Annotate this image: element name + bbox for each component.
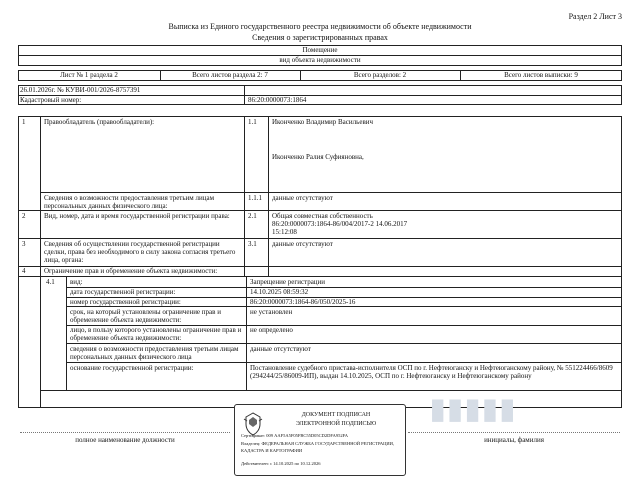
row1-number: 1 — [22, 118, 26, 126]
owner-1: Иконченко Владимир Васильевич — [272, 118, 374, 126]
row2-sub-number: 2.1 — [248, 212, 257, 220]
row1b-sub-number: 1.1.1 — [248, 194, 262, 202]
row3-label: Сведения об осуществлении государственной регистрации сделки, права без необходимого в силу закона согласия третьего лица, органа: — [44, 240, 236, 264]
row2-number: 2 — [22, 212, 26, 220]
encumbrance-term-label: срок, на который установлены ограничение прав и обременение объекта недвижимости: — [70, 308, 221, 324]
owner-2: Иконченко Ралия Суфияновна, — [272, 153, 364, 161]
row4-number: 4 — [22, 267, 26, 275]
page-title: Выписка из Единого государственного реестра недвижимости об объекте недвижимости — [168, 22, 472, 31]
cadastral-number: 86:20:0000073:1864 — [248, 96, 307, 104]
row3-value: данные отсутствуют — [272, 240, 333, 248]
sections-total: Всего разделов: 2 — [353, 71, 407, 79]
row4-sub-number: 4.1 — [46, 278, 55, 286]
encumbrance-term-value: не установлен — [250, 308, 293, 316]
encumbrance-basis-value: Постановление судебного пристава-исполнителя ОСП по г. Нефтеюганску и Нефтеюганскому району, № 551224466/8609 (294244/25/86009-ИП), выдан 14.10.2025, ОСП по г. Нефтеюганску и Нефтеюганскому району — [250, 364, 613, 380]
third-party-consent-label: Сведения о возможности предоставления третьим лицам персональных данных физического лица: — [44, 194, 215, 210]
encumbrance-consent-label: сведения о возможности предоставления третьим лицам персональных данных физического лица — [70, 345, 239, 361]
watermark: ▮▮▮▮▮ — [430, 393, 518, 424]
encumbrance-consent-value: данные отсутствуют — [250, 345, 311, 353]
sheets-total: Всего листов выписки: 9 — [504, 71, 578, 79]
encumbrance-number-label: номер государственной регистрации: — [70, 298, 181, 306]
stamp-certificate: Сертификат: 009 AAF5A5F05FBC55D05CD2DFA952FA — [241, 433, 349, 438]
third-party-consent-value: данные отсутствуют — [272, 194, 333, 202]
encumbrance-date-value: 14.10.2025 08:59:32 — [250, 288, 309, 296]
page-subtitle: Сведения о зарегистрированных правах — [252, 33, 388, 42]
encumbrance-date-label: дата государственной регистрации: — [70, 288, 176, 296]
extract-date-number: 26.01.2026г. № КУВИ-001/2026-8757391 — [20, 86, 141, 94]
cadastral-label: Кадастровый номер: — [20, 96, 82, 104]
stamp-title-1: ДОКУМЕНТ ПОДПИСАН — [301, 412, 371, 418]
name-caption: инициалы, фамилия — [484, 436, 544, 444]
position-caption: полное наименование должности — [75, 436, 175, 444]
row1-label: Правообладатель (правообладатели): — [44, 118, 155, 126]
encumbrance-basis-label: основание государственной регистрации: — [70, 364, 194, 372]
section-sheet-label: Раздел 2 Лист 3 — [568, 12, 622, 21]
row3-number: 3 — [22, 240, 26, 248]
row1-sub-number: 1.1 — [248, 118, 257, 126]
stamp-title-2: ЭЛЕКТРОННОЙ ПОДПИСЬЮ — [295, 421, 377, 427]
encumbrance-beneficiary-value: не определено — [250, 326, 293, 334]
encumbrance-number-value: 86:20:0000073:1864-86/050/2025-16 — [250, 298, 356, 306]
stamp-validity: Действителен: с 14.10.2025 по 10.12.2026 — [241, 461, 321, 466]
stamp-owner: Владелец: ФЕДЕРАЛЬНАЯ СЛУЖБА ГОСУДАРСТВЕННОЙ РЕГИСТРАЦИИ, КАДАСТРА И КАРТОГРАФИИ — [241, 441, 395, 453]
registration-value: Общая совместная собственность 86:20:0000073:1864-86/004/2017-2 14.06.2017 15:12:08 — [272, 212, 408, 236]
encumbrance-type-label: вид: — [70, 278, 83, 286]
encumbrance-type-value: Запрещение регистрации — [250, 278, 326, 286]
encumbrance-beneficiary-label: лицо, в пользу которого установлены ограничение прав и обременение объекта недвижимости: — [70, 326, 242, 342]
object-type-caption: вид объекта недвижимости — [279, 56, 361, 64]
row2-label: Вид, номер, дата и время государственной регистрации права: — [44, 212, 230, 220]
row4-label: Ограничение прав и обременение объекта недвижимости: — [44, 267, 218, 275]
sheets-in-section: Всего листов раздела 2: 7 — [192, 71, 268, 79]
sheet-number: Лист № 1 раздела 2 — [60, 71, 118, 79]
object-type: Помещение — [302, 46, 338, 54]
e-signature-stamp — [234, 404, 406, 476]
row3-sub-number: 3.1 — [248, 240, 257, 248]
